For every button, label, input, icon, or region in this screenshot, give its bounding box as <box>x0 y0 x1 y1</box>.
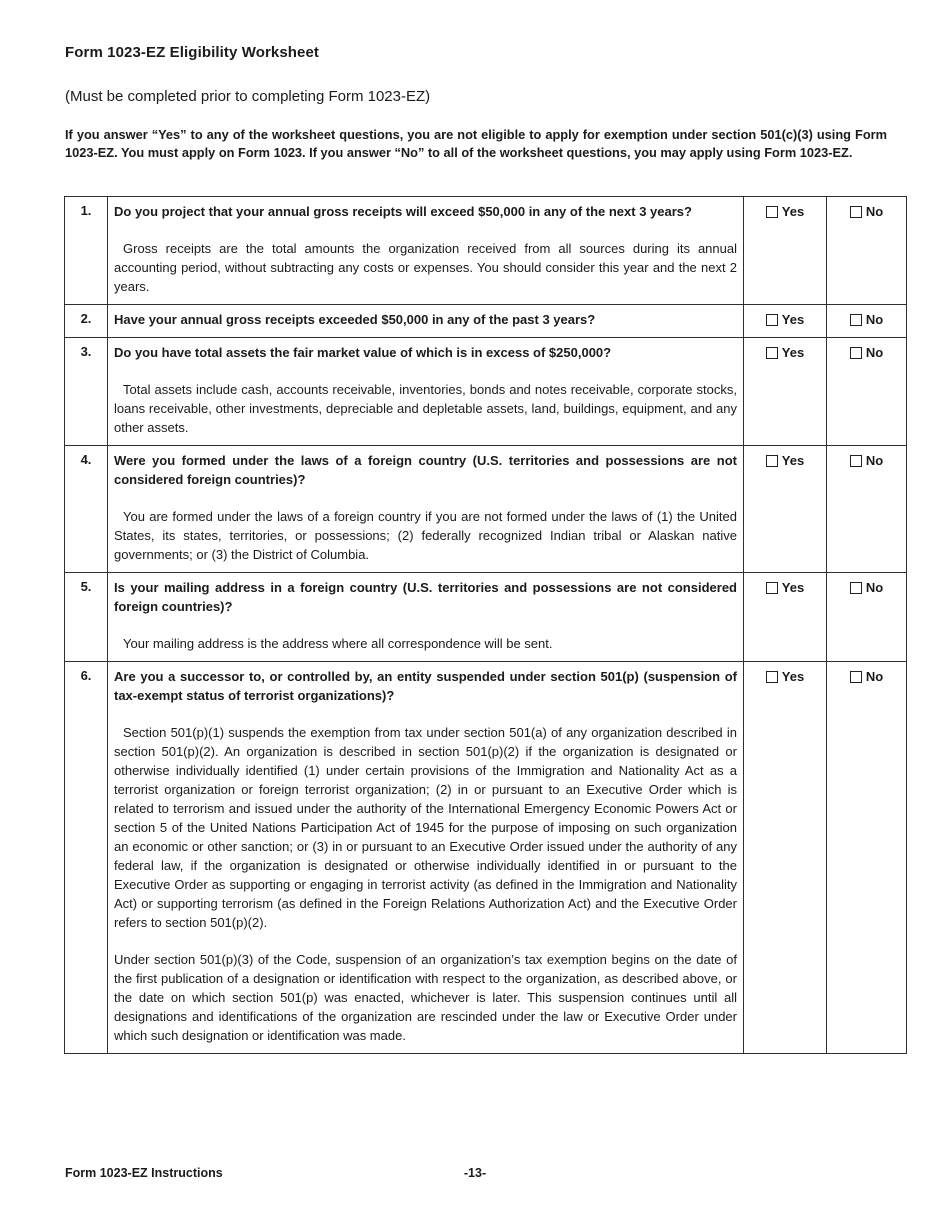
yes-cell <box>744 573 827 662</box>
yes-checkbox[interactable] <box>766 453 804 468</box>
yes-label: Yes <box>781 580 805 595</box>
yes-label: Yes <box>781 669 805 684</box>
no-checkbox[interactable] <box>850 580 883 595</box>
question-number: 2. <box>65 305 108 338</box>
page-subtitle: (Must be completed prior to completing Form 1023-EZ) <box>65 88 431 105</box>
yes-cell <box>744 662 827 1054</box>
yes-label: Yes <box>781 453 805 468</box>
yes-checkbox[interactable] <box>766 669 804 684</box>
worksheet-row <box>65 446 907 573</box>
no-checkbox[interactable] <box>850 669 883 684</box>
question-cell <box>108 305 744 338</box>
question-text: Have your annual gross receipts exceeded $50,000 in any of the past 3 years? <box>114 312 596 327</box>
page-title: Form 1023-EZ Eligibility Worksheet <box>65 44 320 61</box>
footer-document-title: Form 1023-EZ Instructions <box>65 1166 223 1180</box>
worksheet-row <box>65 573 907 662</box>
footer-page-number: -13- <box>463 1166 487 1180</box>
no-cell <box>827 305 907 338</box>
checkbox-icon <box>850 671 862 683</box>
worksheet-row <box>65 197 907 305</box>
yes-checkbox[interactable] <box>766 204 804 219</box>
no-cell <box>827 662 907 1054</box>
question-description: Section 501(p)(1) suspends the exemption from tax under section 501(a) of any organization described in section 501(p)(2). An organization is described in section 501(p)(2) if the organization is designated or otherwise individually identified (1) under certain provisions of the Immigration and Nationality Act as a terrorist organization or foreign terrorist organization; (2) in or pursuant to an Executive Order which is related to terrorism and issued under the authority of the International Emergency Economic Powers Act or section 5 of the United Nations Participation Act of 1945 for the purpose of imposing on such organization an economic or other sanction; or (3) in or pursuant to an Executive Order issued under the authority of any federal law, if the organization is designated or otherwise individually identified in or pursuant to the Executive Order as supporting or engaging in terrorist activity (as defined in the Immigration and Nationality Act) or supporting terrorism (as defined in the Foreign Relations Authorization Act) and the Executive Order refers to section 501(p)(2). <box>114 725 737 930</box>
yes-cell <box>744 197 827 305</box>
yes-cell <box>744 338 827 446</box>
no-label: No <box>865 204 884 219</box>
question-number: 1. <box>65 197 108 305</box>
no-cell <box>827 197 907 305</box>
question-cell <box>108 573 744 662</box>
worksheet-row <box>65 662 907 1054</box>
yes-checkbox[interactable] <box>766 345 804 360</box>
yes-label: Yes <box>781 345 805 360</box>
no-label: No <box>865 345 884 360</box>
checkbox-icon <box>850 582 862 594</box>
question-text: Do you have total assets the fair market value of which is in excess of $250,000? <box>114 345 612 360</box>
yes-label: Yes <box>781 204 805 219</box>
no-label: No <box>865 580 884 595</box>
question-text: Are you a successor to, or controlled by, an entity suspended under section 501(p) (suspension of tax-exempt status of terrorist organizations)? <box>114 669 737 703</box>
question-number: 4. <box>65 446 108 573</box>
no-label: No <box>865 453 884 468</box>
yes-checkbox[interactable] <box>766 580 804 595</box>
intro-paragraph: If you answer “Yes” to any of the worksheet questions, you are not eligible to apply for exemption under section 501(c)(3) using Form 1023-EZ. You must apply on Form 1023. If you answer “No” to all of the worksheet questions, you may apply using Form 1023-EZ. <box>65 127 887 160</box>
yes-cell <box>744 305 827 338</box>
question-number: 6. <box>65 662 108 1054</box>
question-cell <box>108 197 744 305</box>
yes-checkbox[interactable] <box>766 312 804 327</box>
checkbox-icon <box>766 582 778 594</box>
checkbox-icon <box>850 347 862 359</box>
checkbox-icon <box>850 314 862 326</box>
question-text: Do you project that your annual gross receipts will exceed $50,000 in any of the next 3 years? <box>114 204 692 219</box>
worksheet-row <box>65 305 907 338</box>
no-checkbox[interactable] <box>850 312 883 327</box>
no-checkbox[interactable] <box>850 204 883 219</box>
no-cell <box>827 446 907 573</box>
checkbox-icon <box>766 671 778 683</box>
checkbox-icon <box>850 206 862 218</box>
question-description: Your mailing address is the address where all correspondence will be sent. <box>123 636 553 651</box>
no-label: No <box>865 669 884 684</box>
question-number: 5. <box>65 573 108 662</box>
question-number: 3. <box>65 338 108 446</box>
question-description: You are formed under the laws of a foreign country if you are not formed under the laws of (1) the United States, its states, territories, or possessions; (2) federally recognized Indian tribal or Alaskan native governments; or (3) the District of Columbia. <box>114 509 737 562</box>
checkbox-icon <box>850 455 862 467</box>
question-text: Is your mailing address in a foreign country (U.S. territories and possessions are not considered foreign countries)? <box>114 580 737 614</box>
no-label: No <box>865 312 884 327</box>
no-checkbox[interactable] <box>850 453 883 468</box>
checkbox-icon <box>766 206 778 218</box>
no-cell <box>827 573 907 662</box>
no-cell <box>827 338 907 446</box>
checkbox-icon <box>766 314 778 326</box>
question-cell <box>108 662 744 1054</box>
question-cell <box>108 446 744 573</box>
no-checkbox[interactable] <box>850 345 883 360</box>
question-text: Were you formed under the laws of a foreign country (U.S. territories and possessions are not considered foreign countries)? <box>114 453 737 487</box>
worksheet-row <box>65 338 907 446</box>
eligibility-worksheet-table <box>64 196 907 1054</box>
yes-cell <box>744 446 827 573</box>
yes-label: Yes <box>781 312 805 327</box>
checkbox-icon <box>766 455 778 467</box>
question-description: Total assets include cash, accounts receivable, inventories, bonds and notes receivable, corporate stocks, loans receivable, other investments, depreciable and depletable assets, land, buildings, equipment, and any other assets. <box>114 382 737 435</box>
question-cell <box>108 338 744 446</box>
question-description: Gross receipts are the total amounts the organization received from all sources during its annual accounting period, without subtracting any costs or expenses. You should consider this year and the next 2 years. <box>114 241 737 294</box>
question-description-2: Under section 501(p)(3) of the Code, suspension of an organization’s tax exemption begins on the date of the first publication of a designation or identification with respect to the organization, as described above, or the date on which section 501(p) was enacted, whichever is later. This suspension continues until all designations and identifications of the organization are rescinded under the law or Executive Order under which such designation or identification was made. <box>114 952 737 1043</box>
checkbox-icon <box>766 347 778 359</box>
